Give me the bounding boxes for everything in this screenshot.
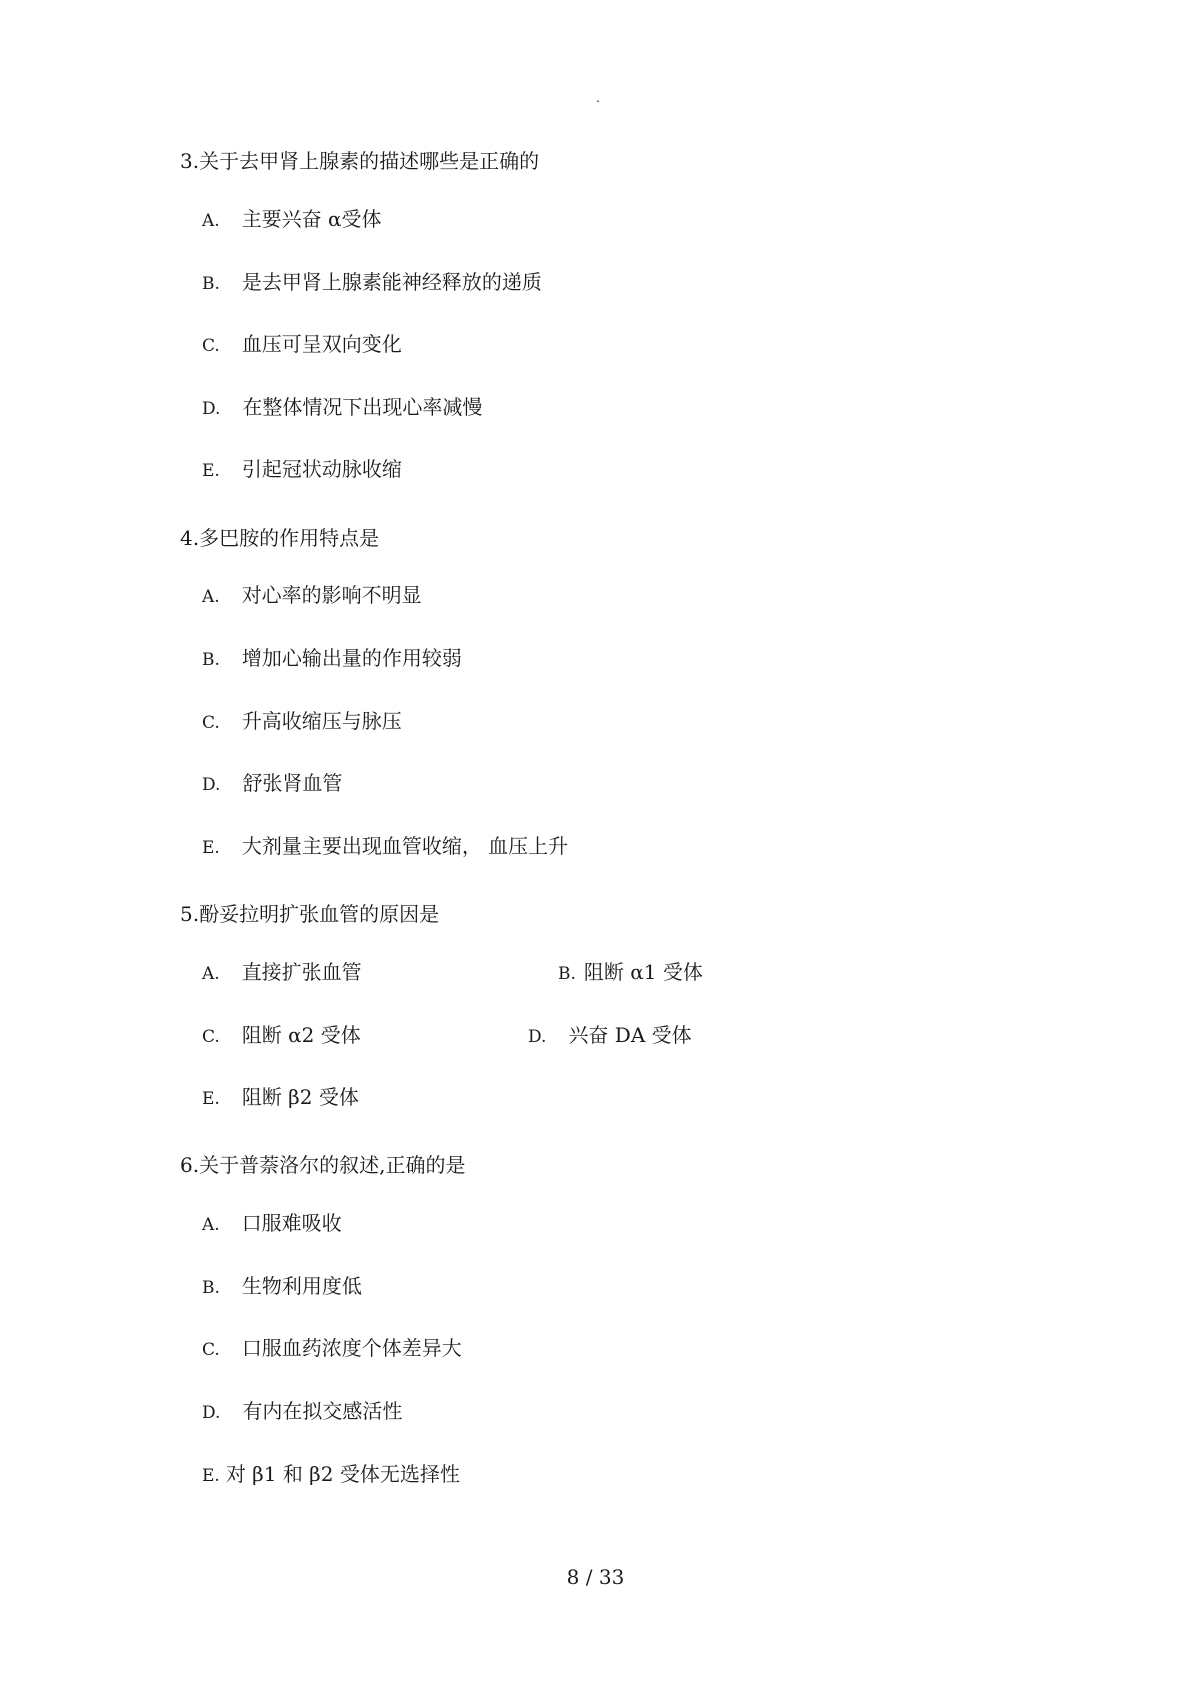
question-5-option-a (202, 959, 362, 987)
option-letter: D. (202, 775, 221, 795)
option-letter: A. (202, 587, 220, 607)
question-4-option-c (202, 708, 402, 736)
option-text: 有内在拟交感活性 (242, 1399, 403, 1423)
question-4-option-e (202, 833, 568, 861)
question-4-stem: 4.多巴胺的作用特点是 (180, 526, 380, 550)
question-6-option-d (202, 1398, 402, 1426)
option-text: 舒张肾血管 (242, 771, 343, 795)
question-5-stem: 5.酚妥拉明扩张血管的原因是 (180, 902, 440, 926)
option-text: 口服血药浓度个体差异大 (241, 1336, 462, 1360)
question-5-option-d (528, 1022, 692, 1050)
option-text: 生物利用度低 (241, 1274, 362, 1298)
question-3-option-b (202, 269, 542, 297)
option-text: 口服难吸收 (241, 1211, 342, 1235)
option-letter: E. (202, 1089, 220, 1109)
page-number: 8 / 33 (566, 1565, 625, 1589)
option-letter: C. (202, 336, 220, 356)
option-text: 阻断 α1 受体 (583, 960, 703, 984)
question-3-option-c (202, 331, 402, 359)
option-letter: A. (202, 1215, 220, 1235)
option-text: 兴奋 DA 受体 (568, 1023, 692, 1047)
option-text: 对心率的影响不明显 (241, 583, 422, 607)
option-letter: D. (202, 399, 221, 419)
question-3-stem: 3.关于去甲肾上腺素的描述哪些是正确的 (180, 149, 540, 173)
question-3-option-d (202, 394, 482, 422)
question-6-stem: 6.关于普萘洛尔的叙述,正确的是 (180, 1153, 466, 1177)
header-mark: . (596, 91, 600, 105)
question-6-option-b (202, 1273, 362, 1301)
question-5-option-b (558, 959, 703, 987)
option-text: 血压可呈双向变化 (241, 332, 402, 356)
option-letter: B. (202, 650, 220, 670)
option-letter: E. (202, 838, 220, 858)
question-4-option-d (202, 770, 342, 798)
option-text: 阻断 α2 受体 (241, 1023, 361, 1047)
question-3-option-a (202, 206, 382, 234)
question-5-option-c (202, 1022, 361, 1050)
question-4-option-b (202, 645, 462, 673)
option-letter: B. (202, 274, 220, 294)
option-text: 大剂量主要出现血管收缩， 血压上升 (241, 834, 569, 858)
option-text: 阻断 β2 受体 (241, 1085, 359, 1109)
question-3-option-e (202, 456, 402, 484)
option-text: 是去甲肾上腺素能神经释放的递质 (241, 270, 542, 294)
question-6-option-a (202, 1210, 342, 1238)
option-text: 在整体情况下出现心率减慢 (242, 395, 483, 419)
option-letter: C. (202, 1027, 220, 1047)
option-letter: B. (202, 1278, 220, 1298)
option-text: 引起冠状动脉收缩 (241, 457, 402, 481)
option-text: 主要兴奋 α受体 (241, 207, 382, 231)
option-text: 直接扩张血管 (241, 960, 362, 984)
option-letter: C. (202, 713, 220, 733)
option-letter: B. (558, 964, 576, 984)
question-5-option-e (202, 1084, 359, 1112)
option-text: 增加心输出量的作用较弱 (241, 646, 462, 670)
option-letter: E. (202, 1466, 220, 1486)
option-text: 对 β1 和 β2 受体无选择性 (225, 1462, 460, 1486)
option-letter: C. (202, 1340, 220, 1360)
option-text: 升高收缩压与脉压 (241, 709, 402, 733)
option-letter: D. (528, 1027, 547, 1047)
question-6-option-e (202, 1461, 460, 1489)
option-letter: D. (202, 1403, 221, 1423)
option-letter: A. (202, 211, 220, 231)
option-letter: A. (202, 964, 220, 984)
option-letter: E. (202, 461, 220, 481)
question-4-option-a (202, 582, 422, 610)
question-6-option-c (202, 1335, 462, 1363)
